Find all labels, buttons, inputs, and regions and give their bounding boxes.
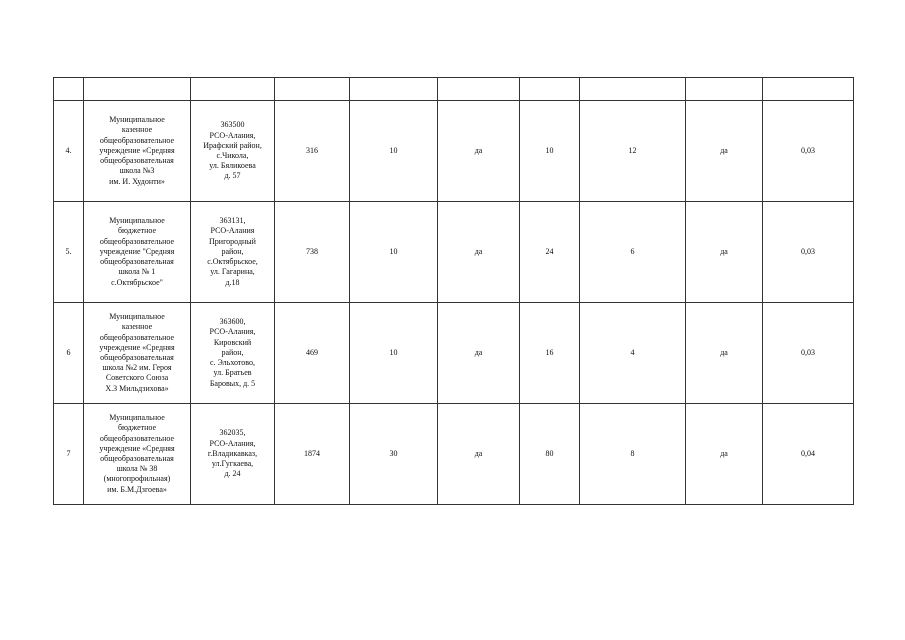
header-cell xyxy=(763,78,854,101)
value-cell xyxy=(763,404,854,505)
value-cell xyxy=(275,303,350,404)
value-cell xyxy=(275,202,350,303)
value-cell xyxy=(350,303,438,404)
value-cell xyxy=(686,303,763,404)
value-col7: 6 xyxy=(630,246,635,256)
address: 362035, РСО-Алания, г.Владикавказ, ул.Гугкаева, д. 24 xyxy=(207,428,258,479)
institution-name: Муниципальное бюджетное общеобразовательное учреждение "Средняя общеобразовательная школа № 1 с.Октябрьское" xyxy=(99,216,175,287)
row-number-cell xyxy=(54,101,84,202)
value-col8: да xyxy=(720,448,728,458)
value-cell xyxy=(275,101,350,202)
value-col7: 4 xyxy=(630,347,635,357)
value-col9: 0,04 xyxy=(801,448,815,458)
table-row xyxy=(54,404,854,505)
value-cell xyxy=(580,202,686,303)
table-row xyxy=(54,101,854,202)
address-cell xyxy=(191,202,275,303)
value-cell xyxy=(438,303,520,404)
value-cell xyxy=(580,303,686,404)
row-number-cell xyxy=(54,202,84,303)
table-header-row xyxy=(54,78,854,101)
row-number-cell xyxy=(54,303,84,404)
value-cell xyxy=(438,202,520,303)
header-cell xyxy=(580,78,686,101)
row-number: 7 xyxy=(66,448,71,458)
header-cell xyxy=(191,78,275,101)
value-col6: 10 xyxy=(545,145,554,155)
header-cell xyxy=(275,78,350,101)
value-col7: 8 xyxy=(630,448,635,458)
value-cell xyxy=(520,101,580,202)
value-cell xyxy=(520,303,580,404)
header-cell xyxy=(350,78,438,101)
value-col7: 12 xyxy=(628,145,637,155)
value-cell xyxy=(275,404,350,505)
value-col3: 316 xyxy=(306,145,318,155)
value-col9: 0,03 xyxy=(801,246,815,256)
header-cell xyxy=(54,78,84,101)
table-row xyxy=(54,202,854,303)
institution-name: Муниципальное казенное общеобразовательное учреждение «Средняя общеобразовательная школа №3 им. И. Худонти» xyxy=(99,115,175,186)
value-cell xyxy=(686,202,763,303)
value-col4: 10 xyxy=(389,246,398,256)
value-col3: 1874 xyxy=(304,448,320,458)
value-col4: 10 xyxy=(389,347,398,357)
value-col6: 24 xyxy=(545,246,554,256)
header-cell xyxy=(84,78,191,101)
row-number: 4. xyxy=(65,145,72,155)
address-cell xyxy=(191,101,275,202)
schools-table xyxy=(53,77,854,505)
value-cell xyxy=(580,101,686,202)
value-col8: да xyxy=(720,145,728,155)
value-cell xyxy=(350,404,438,505)
value-cell xyxy=(520,404,580,505)
value-cell xyxy=(580,404,686,505)
row-number: 5. xyxy=(65,246,72,256)
institution-name-cell xyxy=(84,404,191,505)
address: 363600, РСО-Алания, Кировский район, с. Эльхотово, ул. Братьев Баровых, д. 5 xyxy=(209,317,256,388)
value-cell xyxy=(763,303,854,404)
institution-name-cell xyxy=(84,303,191,404)
address: 363500 РСО-Алания, Ирафский район, с.Чикола, ул. Бяликоева д. 57 xyxy=(203,120,262,181)
address: 363131, РСО-Алания Пригородный район, с.Октябрьское, ул. Гагарина, д.18 xyxy=(207,216,258,287)
value-col5: да xyxy=(474,145,483,155)
value-col8: да xyxy=(720,246,728,256)
row-number-cell xyxy=(54,404,84,505)
institution-name: Муниципальное казенное общеобразовательное учреждение «Средняя общеобразовательная школа №2 им. Героя Советского Союза Х.З Мильдзихова» xyxy=(99,312,175,393)
address-cell xyxy=(191,303,275,404)
value-col6: 80 xyxy=(545,448,554,458)
value-col4: 10 xyxy=(389,145,398,155)
value-col3: 469 xyxy=(306,347,318,357)
value-col9: 0,03 xyxy=(801,347,815,357)
value-cell xyxy=(686,101,763,202)
institution-name-cell xyxy=(84,101,191,202)
row-number: 6 xyxy=(66,347,71,357)
address-cell xyxy=(191,404,275,505)
value-col9: 0,03 xyxy=(801,145,815,155)
value-col5: да xyxy=(474,448,483,458)
value-col3: 738 xyxy=(306,246,318,256)
value-col8: да xyxy=(720,347,728,357)
table-row xyxy=(54,303,854,404)
header-cell xyxy=(520,78,580,101)
value-cell xyxy=(763,101,854,202)
value-cell xyxy=(520,202,580,303)
value-cell xyxy=(350,202,438,303)
value-col4: 30 xyxy=(389,448,398,458)
header-cell xyxy=(686,78,763,101)
header-cell xyxy=(438,78,520,101)
value-cell xyxy=(350,101,438,202)
value-col5: да xyxy=(474,347,483,357)
value-cell xyxy=(438,404,520,505)
institution-name-cell xyxy=(84,202,191,303)
value-cell xyxy=(686,404,763,505)
value-cell xyxy=(763,202,854,303)
value-col5: да xyxy=(474,246,483,256)
institution-name: Муниципальное бюджетное общеобразовательное учреждение «Средняя общеобразовательная школа № 38 (многопрофильная) им. Б.М.Дзгоева» xyxy=(99,413,175,494)
value-col6: 16 xyxy=(545,347,554,357)
value-cell xyxy=(438,101,520,202)
